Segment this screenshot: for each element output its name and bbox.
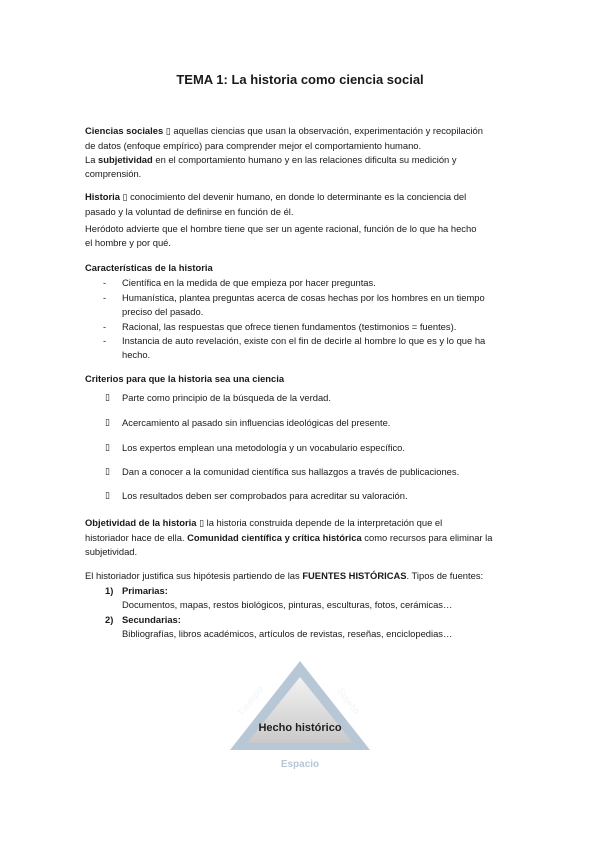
list-item-text: preciso del pasado.	[122, 306, 204, 317]
list-item-text: Dan a conocer a la comunidad científica sus hallazgos a través de publicaciones.	[122, 466, 460, 477]
list-item-text: hecho.	[122, 349, 151, 360]
term-subjetividad: subjetividad	[98, 154, 153, 165]
term-historia: Historia	[85, 191, 120, 202]
list-item-text: Humanística, plantea preguntas acerca de cosas hechas por los hombres en un tiempo	[122, 292, 485, 303]
list-item-text: Racional, las respuestas que ofrece tienen fundamentos (testimonios = fuentes).	[122, 321, 457, 332]
arrow-box-icon: ▯	[165, 127, 171, 137]
diagram-bottom-label: Espacio	[280, 759, 320, 770]
section-heading-criterios: Criterios para que la historia sea una ciencia	[85, 373, 285, 384]
text-line: el hombre y por qué.	[85, 237, 171, 248]
text-line: como recursos para eliminar la	[361, 532, 493, 543]
text-line: pasado y la voluntad de definirse en función de él.	[85, 206, 294, 217]
text-line: de datos (enfoque empírico) para comprender mejor el comportamiento humano.	[85, 140, 422, 151]
arrow-box-icon: ▯	[199, 519, 205, 529]
text-line: en el comportamiento humano y en las relaciones dificulta su medición y	[152, 154, 457, 165]
fuente-title: Secundarias:	[122, 614, 181, 625]
list-number: 2)	[105, 614, 114, 625]
term-ciencias-sociales: Ciencias sociales	[85, 125, 164, 136]
dash-bullet: -	[103, 277, 107, 288]
fuente-desc: Bibliografías, libros académicos, artículos de revistas, reseñas, enciclopedias…	[122, 628, 453, 639]
fuente-desc: Documentos, mapas, restos biológicos, pinturas, esculturas, fotos, cerámicas…	[122, 599, 453, 610]
box-bullet-icon: ▯	[105, 418, 110, 428]
paragraph-historia	[85, 190, 525, 250]
list-item-text: Instancia de auto revelación, existe con el fin de decirle al hombre lo que es y lo que ha	[122, 335, 486, 346]
text-line: subjetividad.	[85, 546, 138, 557]
diagram-left-label: Tiempo	[235, 684, 267, 719]
arrow-box-icon: ▯	[122, 193, 128, 203]
text-line: conocimiento del devenir humano, en donde lo determinante es la conciencia del	[127, 191, 467, 202]
list-item-text: Acercamiento al pasado sin influencias ideológicas del presente.	[122, 417, 391, 428]
box-bullet-icon: ▯	[105, 443, 110, 453]
dash-bullet: -	[103, 321, 107, 332]
dash-bullet: -	[103, 292, 107, 303]
box-bullet-icon: ▯	[105, 467, 110, 477]
text-line: la historia construida depende de la interpretación que el	[204, 517, 443, 528]
list-item-text: Los resultados deben ser comprobados para acreditar su valoración.	[122, 490, 408, 501]
text-line: El historiador justifica sus hipótesis partiendo de las	[85, 570, 303, 581]
text-line: . Tipos de fuentes:	[406, 570, 484, 581]
diagram-right-label: Sujeto	[334, 686, 362, 717]
list-item-text: Parte como principio de la búsqueda de la verdad.	[122, 392, 331, 403]
paragraph-objetividad	[85, 516, 525, 559]
box-bullet-icon: ▯	[105, 491, 110, 501]
box-bullet-icon: ▯	[105, 393, 110, 403]
text-line: La	[85, 154, 99, 165]
paragraph-ciencias-sociales	[85, 124, 525, 181]
page-title: TEMA 1: La historia como ciencia social	[176, 72, 424, 87]
text-line: aquellas ciencias que usan la observación, experimentación y recopilación	[170, 125, 483, 136]
term-objetividad: Objetividad de la historia	[85, 517, 197, 528]
text-line: historiador hace de ella.	[85, 532, 188, 543]
text-line: Heródoto advierte que el hombre tiene que ser un agente racional, función de lo que ha hecho	[85, 223, 477, 234]
text-line: comprensión.	[85, 168, 142, 179]
diagram-center-label: Hecho histórico	[258, 722, 342, 734]
term-comunidad: Comunidad científica y crítica histórica	[187, 532, 362, 543]
historical-fact-triangle-diagram	[225, 655, 375, 780]
term-fuentes: FUENTES HISTÓRICAS	[302, 570, 407, 581]
list-item-text: Los expertos emplean una metodología y un vocabulario específico.	[122, 442, 405, 453]
list-number: 1)	[105, 585, 114, 596]
fuente-title: Primarias:	[122, 585, 168, 596]
dash-bullet: -	[103, 335, 107, 346]
section-heading-caracteristicas: Características de la historia	[85, 262, 213, 273]
list-item-text: Científica en la medida de que empieza por hacer preguntas.	[122, 277, 376, 288]
fuentes-intro	[85, 569, 525, 583]
